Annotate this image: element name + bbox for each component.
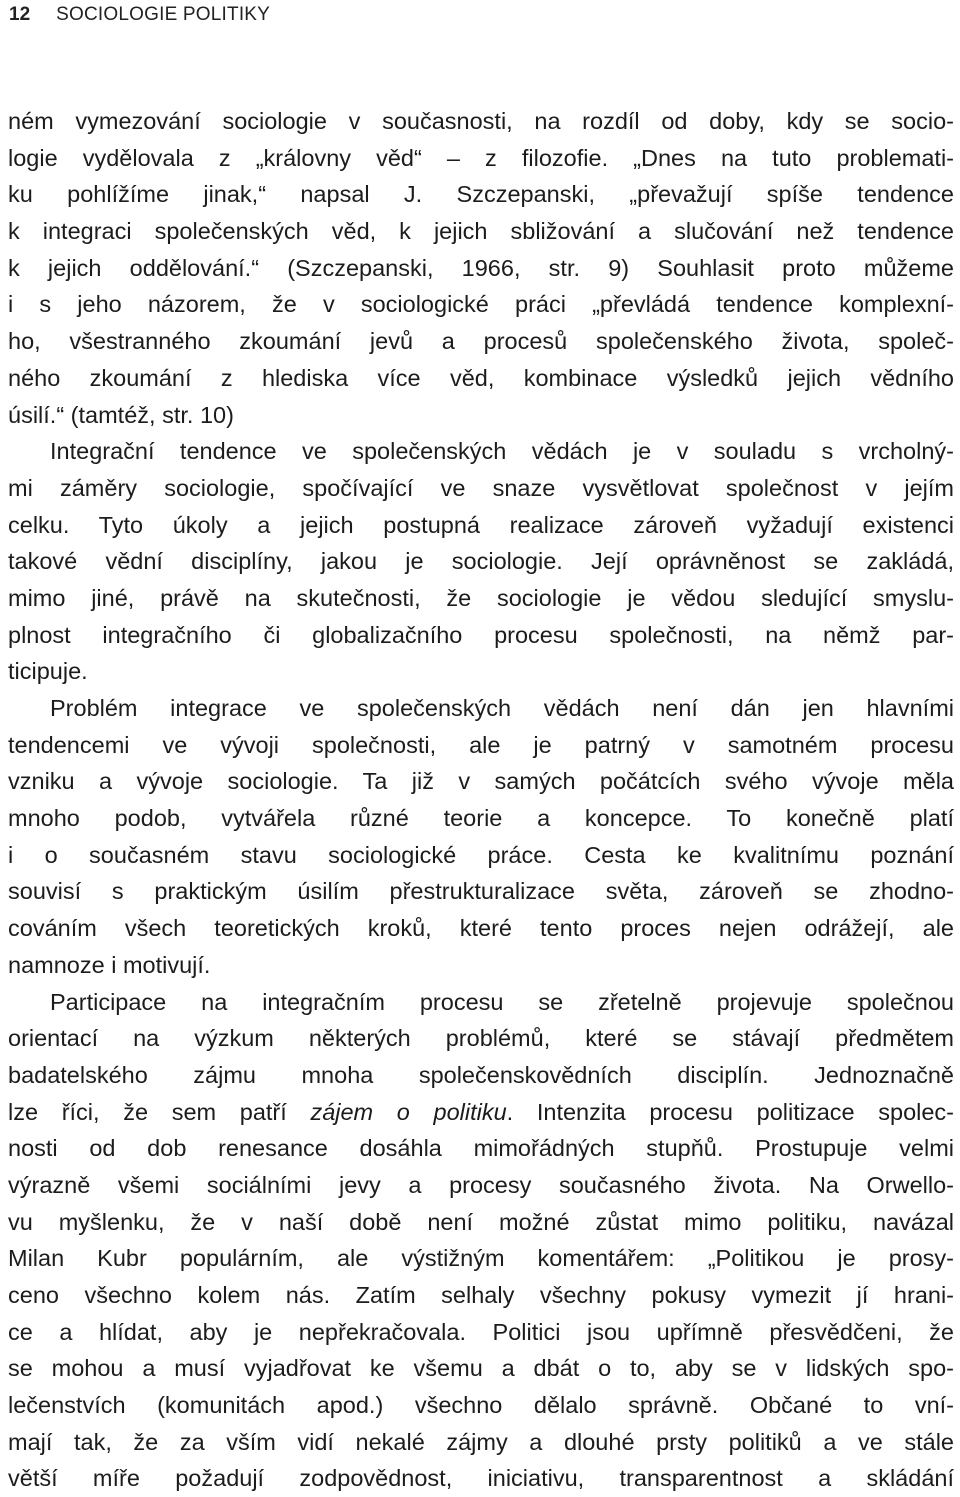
text-segment: lze říci, že sem patří xyxy=(8,1098,311,1125)
text-line: ticipuje. xyxy=(8,658,88,685)
text-line: lečenstvích (komunitách apod.) všechno dělalo správně. Občané to vní- xyxy=(8,1392,954,1419)
text-line: mimo jiné, právě na skutečnosti, že sociologie je vědou sledující smyslu- xyxy=(8,584,954,611)
text-line: Integrační tendence ve společenských vědách je v souladu s vrcholný- xyxy=(50,438,954,465)
text-line: nosti od dob renesance dosáhla mimořádných stupňů. Prostupuje velmi xyxy=(8,1135,954,1162)
text-line: ném vymezování sociologie v současnosti, na rozdíl od doby, kdy se socio- xyxy=(8,108,954,134)
text-segment: . Intenzita procesu politizace spolec- xyxy=(506,1098,955,1125)
text-line: takové vědní disciplíny, jakou je sociologie. Její oprávněnost se zakládá, xyxy=(8,548,954,575)
page-number: 12 xyxy=(9,4,31,25)
text-line: úsilí.“ (tamtéž, str. 10) xyxy=(8,401,234,428)
text-line: ceno všechno kolem nás. Zatím selhaly všechny pokusy vymezit jí hrani- xyxy=(8,1282,954,1308)
text-line: logie vydělovala z „královny věd“ – z filozofie. „Dnes na tuto problemati- xyxy=(8,144,954,171)
text-line: tendencemi ve vývoji společnosti, ale je patrný v samotném procesu xyxy=(8,731,954,758)
text-line: ce a hlídat, aby je nepřekračovala. Politici jsou upřímně přesvědčeni, že xyxy=(8,1318,954,1345)
text-line: cováním všech teoretických kroků, které tento proces nejen odrážejí, ale xyxy=(8,915,954,942)
text-line: mnoho podob, vytvářela různé teorie a koncepce. To konečně platí xyxy=(8,805,954,832)
text-line: i s jeho názorem, že v sociologické práci „převládá tendence komplexní- xyxy=(8,291,954,318)
text-line: souvisí s praktickým úsilím přestrukturalizace světa, zároveň se zhodno- xyxy=(8,878,954,905)
text-line: vzniku a vývoje sociologie. Ta již v samých počátcích svého vývoje měla xyxy=(8,768,954,795)
text-line: mi záměry sociologie, spočívající ve snaze vysvětlovat společnost v jejím xyxy=(8,474,954,501)
running-title: SOCIOLOGIE POLITIKY xyxy=(56,4,271,25)
text-line: plnost integračního či globalizačního procesu společnosti, na němž par- xyxy=(8,621,954,648)
body-text xyxy=(8,103,954,1497)
italic-phrase: zájem o politiku xyxy=(310,1098,507,1125)
text-line xyxy=(8,1094,954,1131)
text-line: vu myšlenku, že v naší době není možné zůstat mimo politiku, navázal xyxy=(8,1208,954,1235)
text-line: větší míře požadují zodpovědnost, iniciativu, transparentnost a skládání xyxy=(8,1465,954,1492)
text-line: k integraci společenských věd, k jejich sbližování a slučování než tendence xyxy=(8,218,954,245)
text-line: k jejich oddělování.“ (Szczepanski, 1966, str. 9) Souhlasit proto můžeme xyxy=(8,254,954,281)
text-line: namnoze i motivují. xyxy=(8,951,211,978)
text-line: i o současném stavu sociologické práce. Cesta ke kvalitnímu poznání xyxy=(8,841,954,868)
text-line: mají tak, že za vším vidí nekalé zájmy a dlouhé prsty politiků a ve stále xyxy=(8,1428,954,1455)
text-line: ného zkoumání z hlediska více věd, kombinace výsledků jejich vědního xyxy=(8,364,954,391)
text-line: ho, všestranného zkoumání jevů a procesů společenského života, společ- xyxy=(8,328,954,355)
page-header xyxy=(9,2,270,28)
text-line: celku. Tyto úkoly a jejich postupná realizace zároveň vyžadují existenci xyxy=(8,511,954,538)
text-line: se mohou a musí vyjadřovat ke všemu a dbát o to, aby se v lidských spo- xyxy=(8,1355,954,1382)
text-line: Participace na integračním procesu se zřetelně projevuje společnou xyxy=(50,988,954,1015)
text-line: ku pohlížíme jinak,“ napsal J. Szczepanski, „převažují spíše tendence xyxy=(8,181,954,208)
text-line: badatelského zájmu mnoha společenskovědních disciplín. Jednoznačně xyxy=(8,1061,954,1088)
text-line: Problém integrace ve společenských vědách není dán jen hlavními xyxy=(50,695,954,721)
text-line: výrazně všemi sociálními jevy a procesy současného života. Na Orwello- xyxy=(8,1171,954,1198)
text-line: orientací na výzkum některých problémů, které se stávají předmětem xyxy=(8,1025,954,1052)
text-line: Milan Kubr populárním, ale výstižným komentářem: „Politikou je prosy- xyxy=(8,1245,954,1272)
